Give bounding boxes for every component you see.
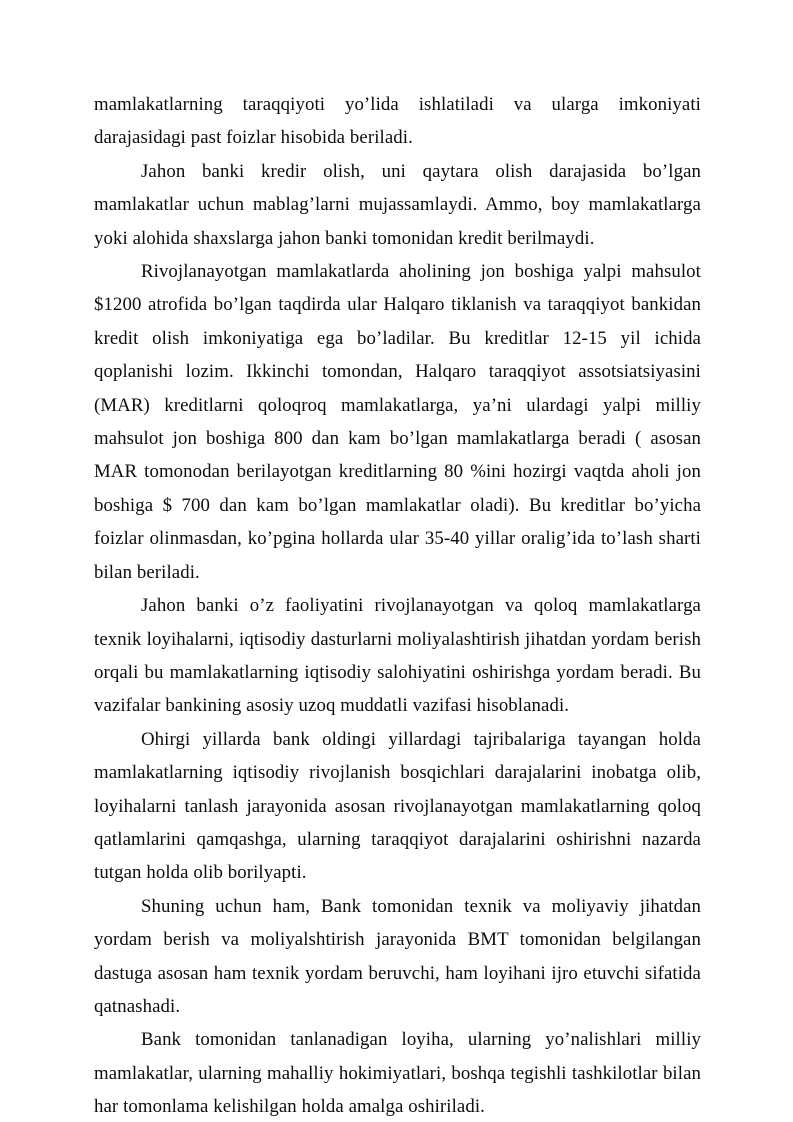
paragraph: Bank tomonidan tanlanadigan loyiha, ularning yo’nalishlari milliy mamlakatlar, ularning mahalliy hokimiyatlari, boshqa tegishli tashkilotlar bilan har tomonlama kelishilgan holda amalga oshiriladi. (94, 1029, 701, 1118)
paragraph: Rivojlanayotgan mamlakatlarda aholining jon boshiga yalpi mahsulot $1200 atrofida bo’lgan taqdirda ular Halqaro tiklanish va taraqqiyot bankidan kredit olish imkoniyatiga ega bo’ladilar. Bu kreditlar 12-15 yil ichida qoplanishi lozim. Ikkinchi tomondan, Halqaro taraqqiyot assotsiatsiyasini (MAR) kreditlarni qoloqroq mamlakatlarga, ya’ni ulardagi yalpi milliy mahsulot jon boshiga 800 dan kam bo’lgan mamlakatlarga beradi ( asosan MAR tomonodan berilayotgan kreditlarning 80 %ini hozirgi vaqtda aholi jon boshiga $ 700 dan kam bo’lgan mamlakatlar oladi). Bu kreditlar bo’yicha foizlar olinmasdan, ko’pgina hollarda ular 35-40 yillar oralig’ida to’lash sharti bilan beriladi. (94, 261, 701, 583)
paragraph: mamlakatlarning taraqqiyoti yo’lida ishlatiladi va ularga imkoniyati darajasidagi past foizlar hisobida beriladi. (94, 94, 701, 149)
paragraph: Jahon banki o’z faoliyatini rivojlanayotgan va qoloq mamlakatlarga texnik loyihalarni, iqtisodiy dasturlarni moliyalashtirish jihatdan yordam berish orqali bu mamlakatlarning iqtisodiy salohiyatini oshirishga yordam beradi. Bu vazifalar bankining asosiy uzoq muddatli vazifasi hisoblanadi. (94, 595, 701, 717)
paragraph: Ohirgi yillarda bank oldingi yillardagi tajribalariga tayangan holda mamlakatlarning iqtisodiy rivojlanish bosqichlari darajalarini inobatga olib, loyihalarni tanlash jarayonida asosan rivojlanayotgan mamlakatlarning qoloq qatlamlarini qamqashga, ularning taraqqiyot darajalarini oshirishni nazarda tutgan holda olib borilyapti. (94, 728, 701, 884)
text-column (94, 88, 701, 1122)
paragraph: Shuning uchun ham, Bank tomonidan texnik va moliyaviy jihatdan yordam berish va moliyalshtirish jarayonida BMT tomonidan belgilangan dastuga asosan ham texnik yordam beruvchi, ham loyihani ijro etuvchi sifatida qatnashadi. (94, 895, 701, 1017)
paragraph: Jahon banki kredir olish, uni qaytara olish darajasida bo’lgan mamlakatlar uchun mablag’larni mujassamlaydi. Ammo, boy mamlakatlarga yoki alohida shaxslarga jahon banki tomonidan kredit berilmaydi. (94, 160, 701, 249)
